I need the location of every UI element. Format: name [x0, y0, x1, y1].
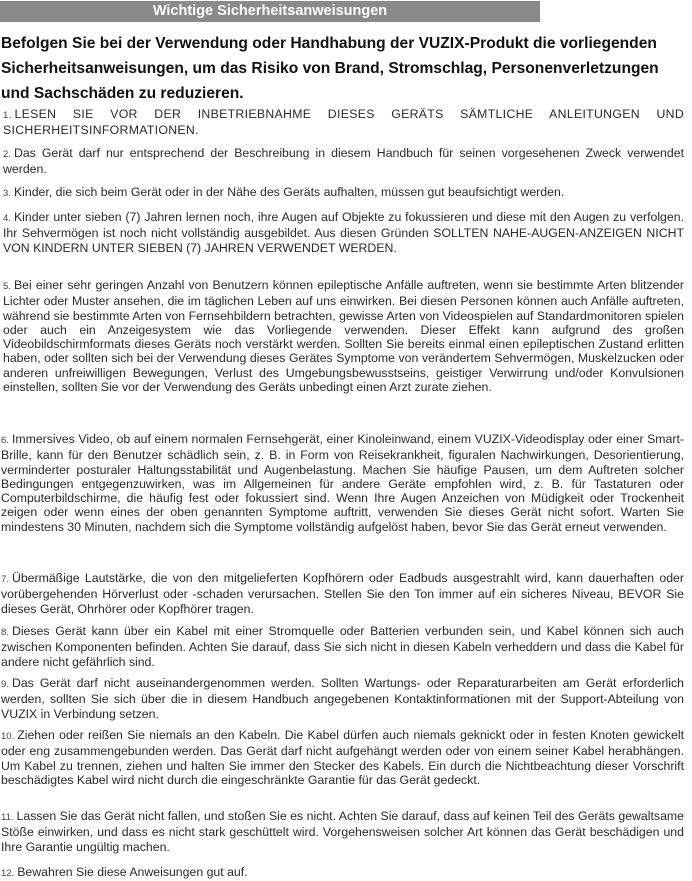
- safety-item-9: [1, 676, 684, 721]
- intro-paragraph: Befolgen Sie bei der Verwendung oder Handhabung der VUZIX-Produkt die vorliegenden Sicherheitsanweisungen, um das Risiko von Brand, Stromschlag, Personenverletzungen und Sachschäden zu reduzieren.: [1, 35, 659, 102]
- safety-item-7: [1, 571, 684, 616]
- safety-item-10: [1, 728, 684, 787]
- item-text: Kinder, die sich beim Gerät oder in der Nähe des Geräts aufhalten, müssen gut beaufsichtigt werden.: [13, 185, 565, 199]
- safety-item-4: [3, 210, 684, 255]
- safety-item-1: [3, 107, 684, 138]
- safety-item-5: [3, 278, 684, 394]
- item-text: Bei einer sehr geringen Anzahl von Benutzern können epileptische Anfälle auftreten, wenn sie bestimmte Arten blitzender Lichter oder Muster ansehen, die im täglichen Leben auf uns einwirken. Bei diesen Personen können auch Anfälle auftreten, während sie bestimmte Arten von Fernsehbildern betrachten, gewisse Arten von Videospielen auf Standardmonitoren spielen oder auch ein Anzeigesystem wie das Vorliegende verwenden. Dieser Effekt kann aufgrund des großen Videobildschirmformats dieses Geräts noch verstärkt werden. Sollten Sie bereits einmal einen epileptischen Zustand erlitten haben, oder sollten sich bei der Verwendung dieses Gerätes Symptome von verändertem Sehvermögen, Muskelzucken oder anderen unfreiwilligen Bewegungen, Verlust des Umgebungsbewusstseins, geistiger Verwirrung und/oder Konvulsionen einstellen, sollten Sie vor der Verwendung des Geräts unbedingt einen Arzt zurate ziehen.: [3, 278, 684, 395]
- item-number: 6.: [1, 435, 9, 446]
- item-text: Immersives Video, ob auf einem normalen Fernsehgerät, einer Kinoleinwand, einem VUZIX-Videodisplay oder einer Smart-Brille, kann für den Benutzer schädlich sein, z. B. in Form von Reisekrankheit, figuralen Nachwirkungen, Desorientierung, verminderter posturaler Haltungsstabilität und Augenbelastung. Machen Sie häufige Pausen, um dem Auftreten solcher Bedingungen entgegenzuwirken, was im Allgemeinen für andere Geräte empfohlen wird, z. B. für Tastaturen oder Computerbildschirme, die häufig fest oder fokussiert sind. Wenn Ihre Augen Anzeichen von Müdigkeit oder Trockenheit zeigen oder wenn eines der oben genannten Symptome auftritt, verwenden Sie dieses Gerät nicht sofort. Warten Sie mindestens 30 Minuten, nachdem sich die Symptome vollständig aufgelöst haben, bevor Sie das Gerät erneut verwenden.: [1, 432, 684, 534]
- safety-item-11: [1, 809, 684, 854]
- safety-item-8: [1, 624, 684, 669]
- item-number: 7.: [1, 574, 9, 585]
- item-number: 10.: [1, 731, 15, 742]
- safety-item-2: [3, 146, 684, 177]
- section-header-bar: [0, 1, 540, 22]
- item-text: LESEN SIE VOR DER INBETRIEBNAHME DIESES GERÄTS SÄMTLICHE ANLEITUNGEN UND SICHERHEITSINFORMATIONEN.: [3, 107, 684, 138]
- item-text: Übermäßige Lautstärke, die von den mitgelieferten Kopfhörern oder Eadbuds ausgestrahlt wird, kann dauerhaften oder vorübergehenden Hörverlust oder -schaden verursachen. Stellen Sie den Ton immer auf ein sicheres Niveau, BEVOR Sie dieses Gerät, Ohrhörer oder Kopfhörer tragen.: [1, 571, 684, 616]
- safety-item-12: [1, 865, 684, 881]
- item-number: 4.: [3, 213, 11, 224]
- safety-item-6: [1, 432, 684, 534]
- item-number: 12.: [1, 868, 15, 879]
- item-text: Das Gerät darf nur entsprechend der Beschreibung in diesem Handbuch für seinen vorgesehenen Zweck verwendet werden.: [3, 146, 684, 177]
- item-text: Das Gerät darf nicht auseinandergenommen werden. Sollten Wartungs- oder Reparaturarbeiten am Gerät erforderlich werden, sollten Sie sich über die in diesem Handbuch angegebenen Kontaktinformationen mit der Support-Abteilung von VUZIX in Verbindung setzen.: [1, 676, 684, 721]
- safety-item-3: [3, 185, 692, 201]
- item-number: 9.: [1, 679, 9, 690]
- section-title: Wichtige Sicherheitsanweisungen: [152, 3, 388, 19]
- item-number: 11.: [1, 812, 14, 823]
- item-number: 3.: [3, 188, 11, 199]
- item-number: 2.: [3, 149, 11, 160]
- item-text: Dieses Gerät kann über ein Kabel mit einer Stromquelle oder Batterien verbunden sein, und Kabel können sich auch zwischen Komponenten befinden. Achten Sie darauf, dass Sie sich nicht in diesen Kabeln verheddern und dass die Kabel für andere nicht gefährlich sind.: [1, 624, 684, 669]
- item-text: Ziehen oder reißen Sie niemals an den Kabeln. Die Kabel dürfen auch niemals geknickt oder in festen Knoten gewickelt oder eng zusammengebunden werden. Das Gerät darf nicht aufgehängt werden oder von einem seiner Kabel herabhängen. Um Kabel zu trennen, ziehen und halten Sie immer den Stecker des Kabels. Ein durch die Nichtbeachtung dieser Vorschrift beschädigtes Kabel wird nicht durch die eingeschränkte Garantie für das Gerät gedeckt.: [1, 728, 684, 787]
- item-text: Kinder unter sieben (7) Jahren lernen noch, ihre Augen auf Objekte zu fokussieren und diese mit den Augen zu verfolgen. Ihr Sehvermögen ist noch nicht vollständig ausgebildet. Aus diesen Gründen SOLLTEN NAHE-AUGEN-ANZEIGEN NICHT VON KINDERN UNTER SIEBEN (7) JAHREN VERWENDET WERDEN.: [3, 210, 684, 255]
- item-text: Bewahren Sie diese Anweisungen gut auf.: [17, 865, 248, 879]
- item-text: Lassen Sie das Gerät nicht fallen, und stoßen Sie es nicht. Achten Sie darauf, dass auf keinen Teil des Geräts gewaltsame Stöße einwirken, und dass es nicht stark geschüttelt wird. Vorgehensweisen solcher Art können das Gerät beschädigen und Ihre Garantie ungültig machen.: [1, 809, 684, 854]
- item-number: 5.: [3, 281, 11, 292]
- item-number: 8.: [1, 627, 9, 638]
- item-number: 1.: [3, 110, 12, 121]
